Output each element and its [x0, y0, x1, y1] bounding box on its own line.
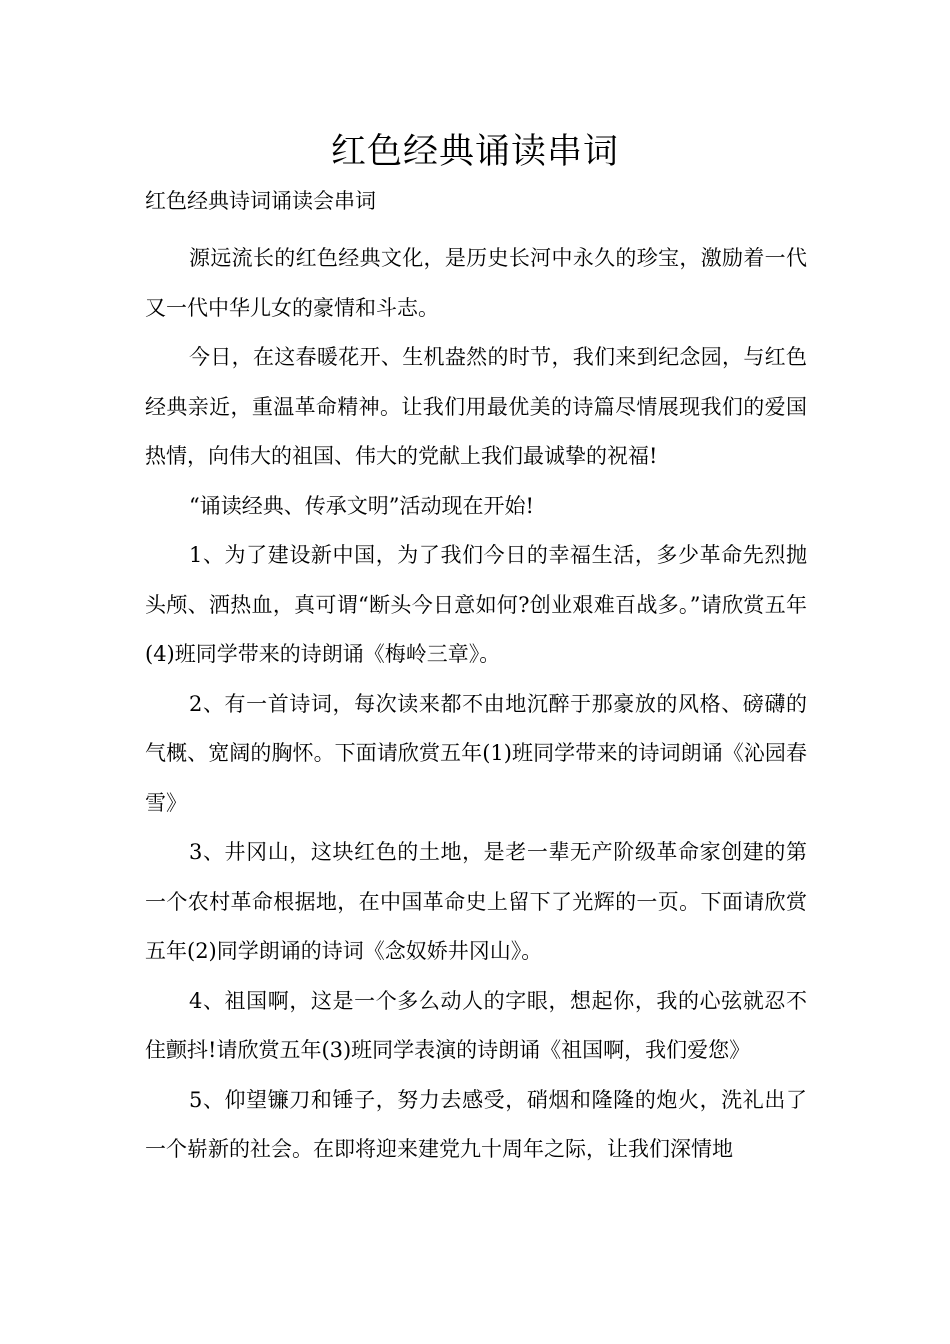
document-body	[145, 234, 807, 1175]
paragraph-item-3: 3、井冈山，这块红色的土地，是老一辈无产阶级革命家创建的第一个农村革命根据地，在中国革命史上留下了光辉的一页。下面请欣赏五年(2)同学朗诵的诗词《念奴娇井冈山》。	[145, 840, 807, 963]
paragraph-item-5: 5、仰望镰刀和锤子，努力去感受，硝烟和隆隆的炮火，洗礼出了一个崭新的社会。在即将迎来建党九十周年之际，让我们深情地	[145, 1087, 807, 1161]
page-title: 红色经典诵读串词	[330, 132, 619, 172]
paragraph-item-2: 2、有一首诗词，每次读来都不由地沉醉于那豪放的风格、磅礴的气概、宽阔的胸怀。下面请欣赏五年(1)班同学带来的诗词朗诵《沁园春雪》	[145, 691, 807, 815]
paragraph-intro: 源远流长的红色经典文化，是历史长河中永久的珍宝，激励着一代又一代中华儿女的豪情和斗志。	[145, 246, 807, 320]
paragraph-occasion: 今日，在这春暖花开、生机盎然的时节，我们来到纪念园，与红色经典亲近，重温革命精神。让我们用最优美的诗篇尽情展现我们的爱国热情，向伟大的祖国、伟大的党献上我们最诚挚的祝福!	[145, 345, 807, 468]
paragraph-item-4: 4、祖国啊，这是一个多么动人的字眼，想起你，我的心弦就忍不住颤抖!请欣赏五年(3)班同学表演的诗朗诵《祖国啊，我们爱您》	[145, 988, 807, 1062]
document-subtitle: 红色经典诗词诵读会串词	[145, 189, 376, 213]
paragraph-item-1: 1、为了建设新中国，为了我们今日的幸福生活，多少革命先烈抛头颅、洒热血，真可谓“断头今日意如何?创业艰难百战多。”请欣赏五年(4)班同学带来的诗朗诵《梅岭三章》。	[145, 543, 807, 666]
paragraph-opening: “诵读经典、传承文明”活动现在开始!	[189, 493, 534, 518]
